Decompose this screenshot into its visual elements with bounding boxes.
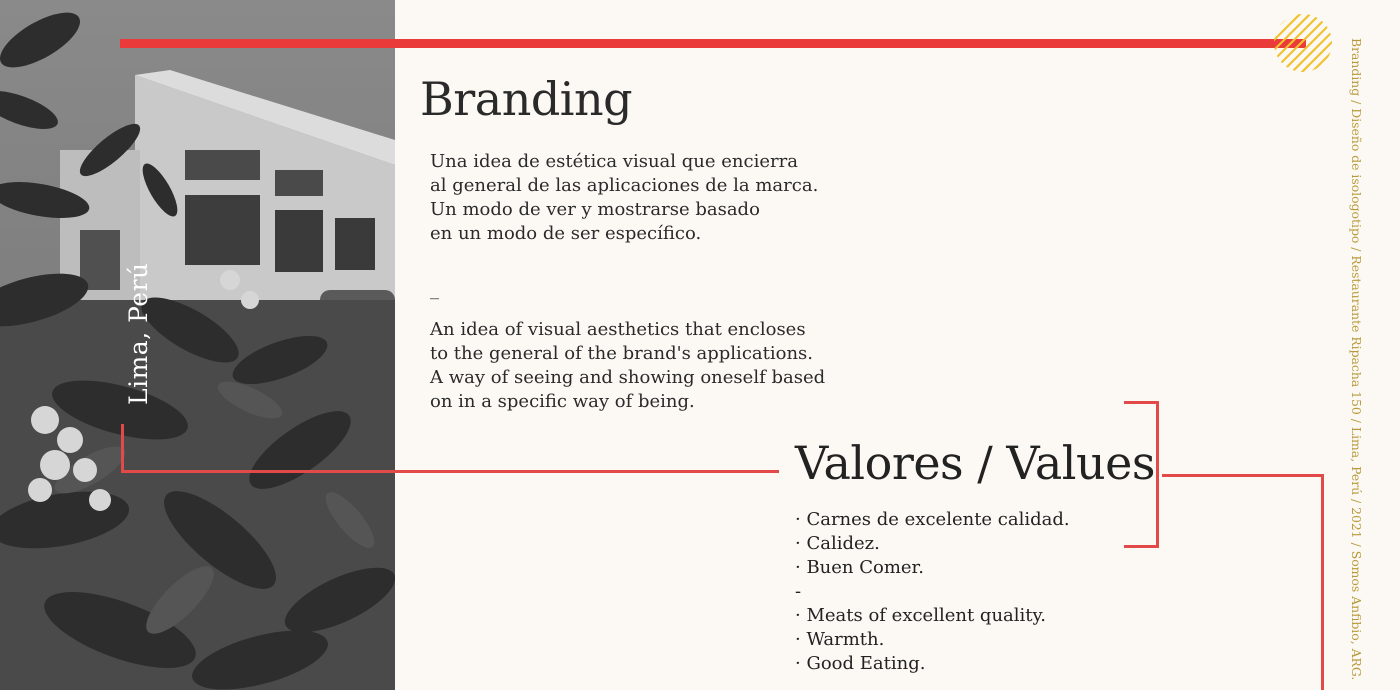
- values-list: [795, 508, 1070, 676]
- list-item: · Calidez.: [795, 533, 880, 554]
- separator: _: [430, 279, 439, 300]
- list-item: · Buen Comer.: [795, 557, 924, 578]
- connector-line: [1162, 474, 1324, 477]
- list-item: · Meats of excellent quality.: [795, 605, 1047, 626]
- project-caption: Branding / Diseño de isologotipo / Restaurante Ripacha 150 / Lima, Perú / 2021 / Somos Anfibio, ARG.: [1349, 38, 1364, 681]
- restaurant-photo: [0, 0, 395, 690]
- list-item: -: [795, 581, 802, 602]
- connector-line: [121, 470, 779, 473]
- text-line: Una idea de estética visual que encierra: [430, 151, 798, 172]
- text-line: al general de las aplicaciones de la marca.: [430, 175, 819, 196]
- list-item: · Warmth.: [795, 629, 885, 650]
- text-line: on in a specific way of being.: [430, 391, 695, 412]
- text-line: en un modo de ser específico.: [430, 223, 702, 244]
- text-line: Un modo de ver y mostrarse basado: [430, 199, 760, 220]
- top-accent-bar: [120, 39, 1306, 48]
- text-line: to the general of the brand's applications.: [430, 343, 814, 364]
- text-line: A way of seeing and showing oneself based: [430, 367, 826, 388]
- list-item: · Good Eating.: [795, 653, 926, 674]
- connector-line: [121, 424, 124, 473]
- bracket-line: [1124, 401, 1159, 404]
- bracket-line: [1156, 401, 1159, 548]
- hatched-circle-icon: [1272, 12, 1334, 74]
- location-label: Lima, Perú: [124, 262, 153, 405]
- branding-description-es: [430, 150, 818, 246]
- bracket-line: [1124, 545, 1159, 548]
- list-item: · Carnes de excelente calidad.: [795, 509, 1070, 530]
- photo-illustration: [0, 0, 395, 690]
- values-title: Valores / Values: [795, 436, 1155, 490]
- text-line: An idea of visual aesthetics that encloses: [430, 319, 806, 340]
- branding-title: Branding: [420, 72, 633, 126]
- branding-description-en: [430, 318, 825, 414]
- connector-line: [1321, 474, 1324, 690]
